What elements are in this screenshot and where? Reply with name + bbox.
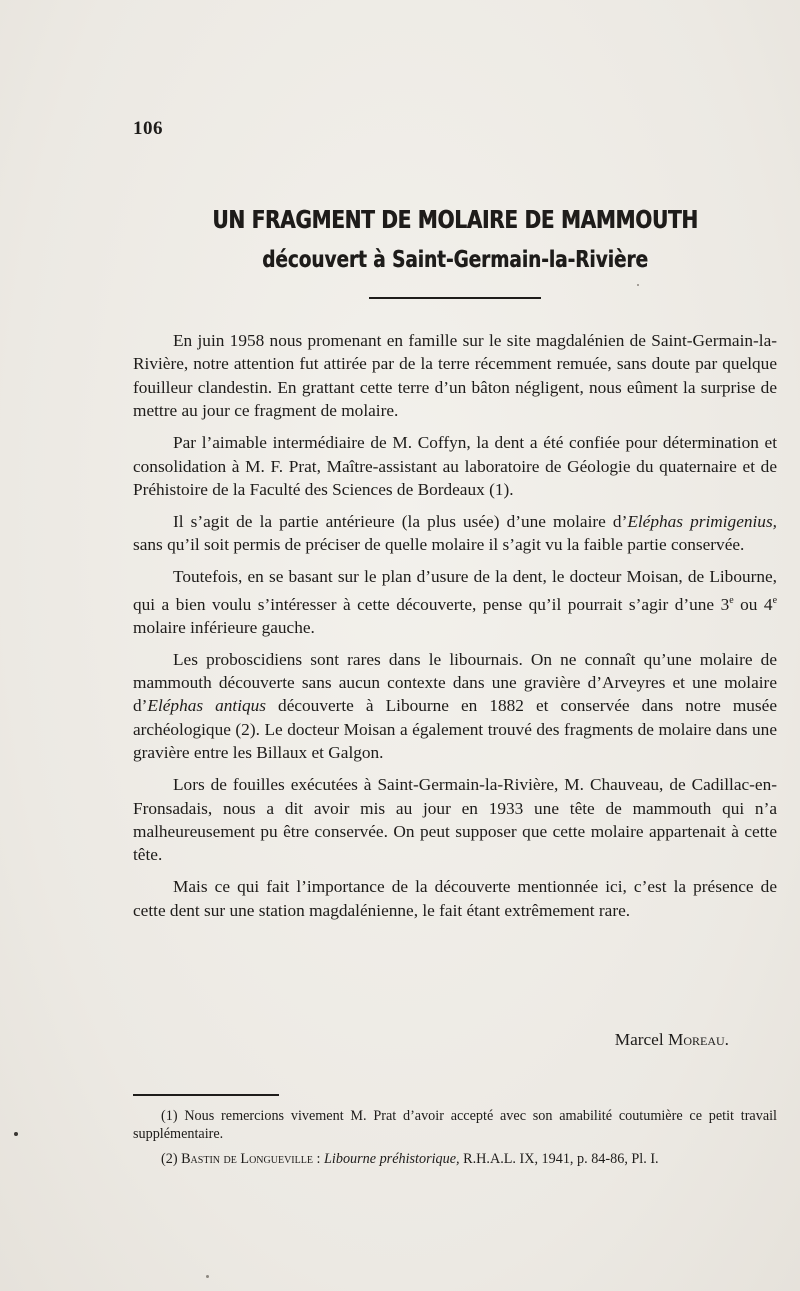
- footnotes: [133, 1107, 777, 1175]
- paragraph-5: [133, 648, 777, 765]
- paragraph-5-text-b: découverte à Libourne en 1882 et conservée dans notre musée archéologique (2). Le docteur Moisan a également trouvé des fragments de molaire dans une gravière entre les Billaux et Galgon.: [133, 696, 777, 763]
- paragraph-3: [133, 510, 777, 557]
- paragraph-4-text-b: ou 4: [733, 594, 773, 614]
- paragraph-1: En juin 1958 nous promenant en famille sur le site magdalénien de Saint-Germain-la-Rivière, notre attention fut attirée par de la terre récemment remuée, sans doute par quelque fouilleur clandestin. En grattant cette terre d’un bâton négligent, nous eûment la surprise de mettre au jour ce fragment de molaire.: [133, 331, 777, 421]
- article-body: [133, 329, 777, 931]
- paragraph-3-text-b: sans qu’il soit permis de préciser de quelle molaire il s’agit vu la faible partie conservée.: [133, 535, 745, 555]
- species-name-antiqus: Eléphas antiqus: [147, 696, 267, 716]
- article-title: UN FRAGMENT DE MOLAIRE DE MAMMOUTH: [212, 205, 698, 234]
- footnote-2: [133, 1150, 777, 1168]
- title-divider: [369, 297, 541, 299]
- footnote-2-title: Libourne préhistorique,: [324, 1151, 460, 1167]
- footnote-2-reference: R.H.A.L. IX, 1941, p. 84-86, Pl. I.: [459, 1151, 659, 1167]
- footnote-1: (1) Nous remercions vivement M. Prat d’avoir accepté avec son amabilité coutumière ce petit travail supplémentaire.: [133, 1108, 777, 1142]
- paragraph-4: [133, 565, 777, 639]
- footnote-2-number: (2): [161, 1151, 182, 1167]
- paragraph-7: Mais ce qui fait l’importance de la découverte mentionnée ici, c’est la présence de cette dent sur une station magdalénienne, le fait étant extrêmement rare.: [133, 877, 777, 920]
- footnote-divider: [133, 1094, 279, 1096]
- paragraph-4-text-c: molaire inférieure gauche.: [133, 617, 315, 637]
- paper-speck: [206, 1275, 209, 1278]
- paragraph-6: Lors de fouilles exécutées à Saint-Germain-la-Rivière, M. Chauveau, de Cadillac-en-Fronsadais, nous a dit avoir mis au jour en 1933 une tête de mammouth qui n’a malheureusement pu être conservée. On peut supposer que cette molaire appartenait à cette tête.: [133, 775, 777, 865]
- paragraph-2: Par l’aimable intermédiaire de M. Coffyn, la dent a été confiée pour détermination et consolidation à M. F. Prat, Maître-assistant au laboratoire de Géologie du quaternaire et de Préhistoire de la Faculté des Sciences de Bordeaux (1).: [133, 433, 777, 499]
- author-first-name: Marcel: [614, 1030, 668, 1049]
- paragraph-4-text-a: Toutefois, en se basant sur le plan d’usure de la dent, le docteur Moisan, de Libourne, qui a bien voulu s’intéresser à cette découverte, pense qu’il pourrait s’agir d’une 3: [133, 567, 777, 614]
- article-subtitle: découvert à Saint-Germain-la-Rivière: [262, 247, 648, 273]
- paper-speck: [637, 284, 639, 286]
- author-last-name: Moreau.: [667, 1030, 729, 1049]
- species-name-primigenius: Eléphas primigenius,: [627, 511, 777, 531]
- paragraph-3-text-a: Il s’agit de la partie antérieure (la plus usée) d’une molaire d’: [173, 511, 628, 531]
- page-number: 106: [133, 118, 163, 139]
- footnote-2-author: Bastin de Longueville: [181, 1151, 313, 1167]
- footnote-2-separator: :: [312, 1151, 325, 1167]
- ordinal-superscript-2: e: [772, 594, 778, 606]
- author-signature: [133, 1030, 729, 1050]
- paragraph-5-text-a: Les proboscidiens sont rares dans le libournais. On ne connaît qu’une molaire de mammouth découverte sans aucun contexte dans une gravière d’Arveyres et une molaire d’: [133, 649, 777, 716]
- ordinal-superscript-1: e: [729, 594, 734, 606]
- margin-dot: [14, 1132, 18, 1136]
